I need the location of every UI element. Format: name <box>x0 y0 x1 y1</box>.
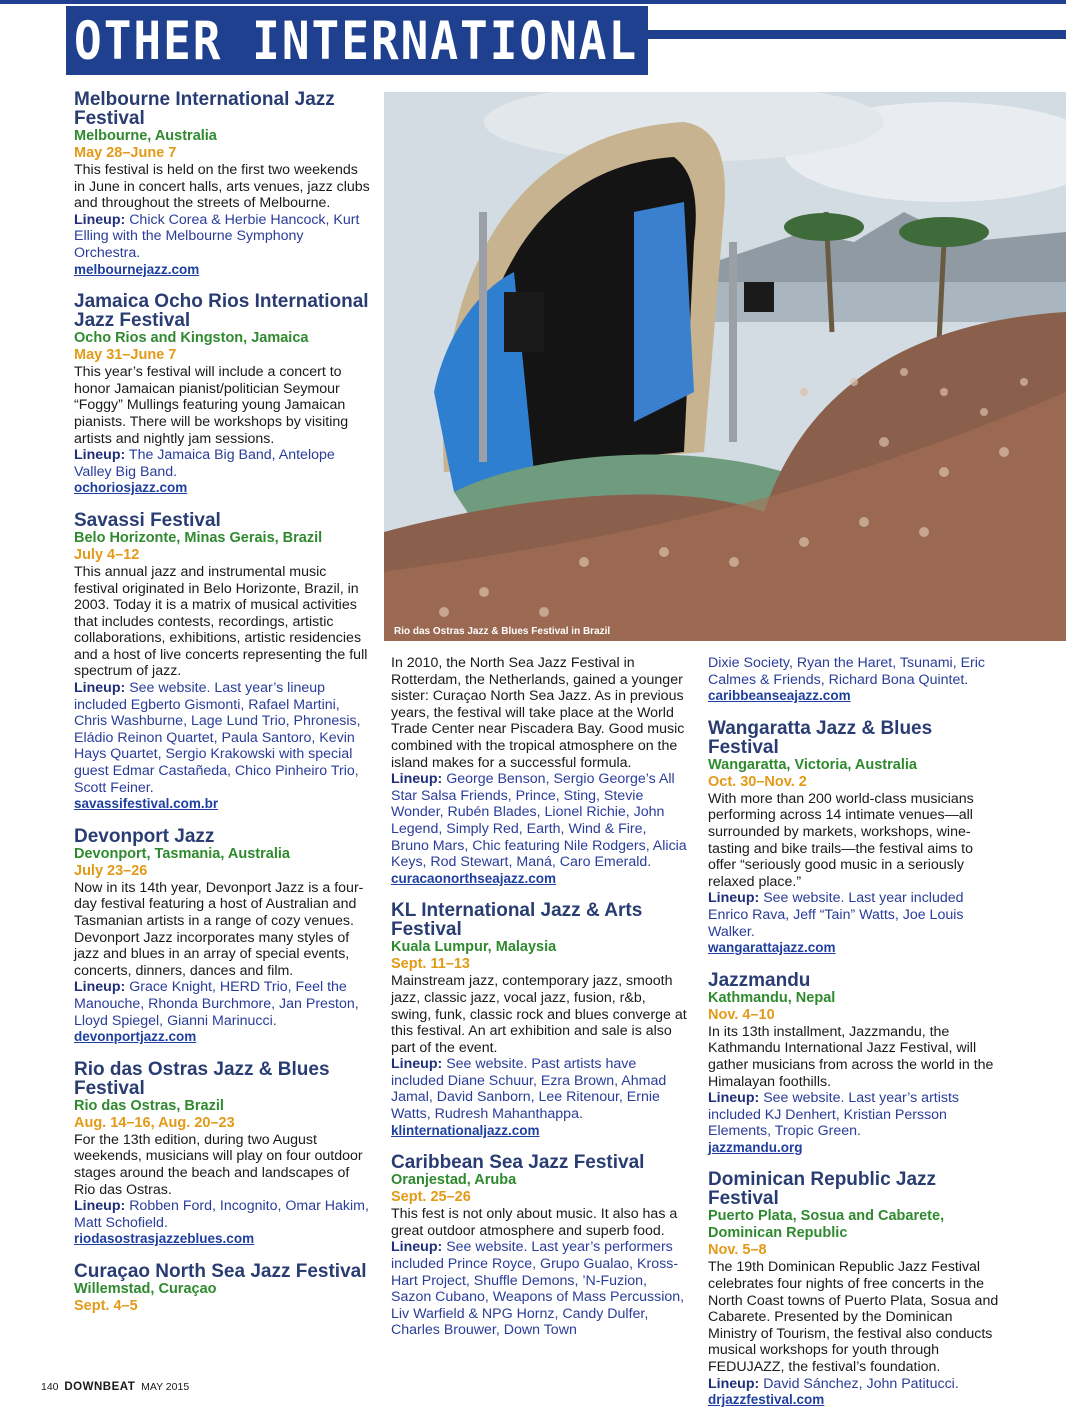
section-header <box>0 0 1066 72</box>
festival-description: For the 13th edition, during two August weekends, musicians will play on four outdoor stages around the beach and landscapes of Rio das Ostras. <box>74 1131 363 1198</box>
lineup-text: David Sánchez, John Patitucci. <box>763 1375 959 1392</box>
festival-lineup <box>74 212 370 262</box>
lineup-label: Lineup: <box>391 771 443 788</box>
lineup-label: Lineup: <box>708 890 760 907</box>
festival-location: Puerto Plata, Sosua and Cabarete, Dominican Republic <box>708 1208 945 1242</box>
festival-lineup <box>391 771 688 871</box>
lineup-text: Robben Ford, Incognito, Omar Hakim, Matt Schofield. <box>74 1198 369 1231</box>
festival-link[interactable]: melbournejazz.com <box>74 261 200 277</box>
festival-lineup <box>708 1090 1001 1140</box>
festival-entry <box>74 1060 370 1248</box>
lineup-text: Chick Corea & Herbie Hancock, Kurt Elling with the Melbourne Symphony Orchestra. <box>74 211 360 261</box>
festival-dates: Oct. 30–Nov. 2 <box>708 773 807 790</box>
festival-link[interactable]: wangarattajazz.com <box>708 940 836 956</box>
photo-caption: Rio das Ostras Jazz & Blues Festival in Brazil <box>394 626 611 637</box>
festival-name: Devonport Jazz <box>74 825 215 847</box>
festival-link[interactable]: jazzmandu.org <box>708 1139 803 1155</box>
festival-list <box>391 901 688 1339</box>
festival-link[interactable]: drjazzfestival.com <box>708 1392 825 1408</box>
festival-location: Willemstad, Curaçao <box>74 1280 217 1297</box>
lineup-label: Lineup: <box>391 1056 443 1073</box>
lineup-text: See website. Last year’s lineup included Egberto Gismonti, Rafael Martini, Chris Washburne, Lage Lund Trio, Phronesis, Eládio Reinon Quartet, Paula Santoro, Kevin Hays Quartet, Sergio Krakowski with special guest Edmar Castañeda, Chico Pinheiro Trio, Scott Feiner. <box>74 680 361 796</box>
festival-lineup <box>391 1056 688 1122</box>
festival-entry <box>391 1153 688 1339</box>
stage-illustration <box>384 92 1066 641</box>
festival-lineup <box>74 680 370 796</box>
lineup-label: Lineup: <box>74 1198 126 1215</box>
page-number: 140 <box>41 1381 59 1393</box>
festival-entry <box>74 827 370 1046</box>
festival-description: In 2010, the North Sea Jazz Festival in Rotterdam, the Netherlands, gained a younger sister: Curaçao North Sea Jazz. As in previous years, the festival will take place at the World Trade Center near Piscadera Bay. Good music combined with the tropical atmosphere on the island makes for a successful formula. <box>391 655 685 771</box>
lineup-text: The Jamaica Big Band, Antelope Valley Big Band. <box>74 447 335 480</box>
festival-description: This year’s festival will include a concert to honor Jamaican pianist/politician Seymour “Foggy” Mullings featuring young Jamaican pianists. There will be workshops by visiting artists and nightly jam sessions. <box>74 364 349 447</box>
festival-list <box>708 719 1001 1409</box>
column-3 <box>708 655 1001 1423</box>
festival-name: Melbourne International Jazz Festival <box>74 89 335 129</box>
festival-name: Wangaratta Jazz & Blues Festival <box>708 717 933 758</box>
festival-continuation <box>708 655 1001 705</box>
festival-lineup: Dixie Society, Ryan the Haret, Tsunami, Eric Calmes & Friends, Richard Bona Quintet. <box>708 655 986 688</box>
festival-dates: Nov. 4–10 <box>708 1006 775 1023</box>
lineup-label: Lineup: <box>74 680 126 697</box>
festival-description: Now in its 14th year, Devonport Jazz is a four-day festival featuring a host of Australian and Tasmanian artists in a range of cozy venues. Devonport Jazz incorporates many styles of jazz and blues in an array of special events, concerts, dinners, dances and film. <box>74 879 364 979</box>
magazine-name: DOWNBEAT <box>64 1381 136 1393</box>
festival-entry <box>74 90 370 278</box>
page-footer <box>41 1381 189 1393</box>
lineup-label: Lineup: <box>74 211 126 228</box>
festival-name: Jazzmandu <box>708 969 811 991</box>
festival-location: Oranjestad, Aruba <box>391 1172 517 1189</box>
festival-lineup <box>708 890 1001 940</box>
festival-location: Kathmandu, Nepal <box>708 989 836 1006</box>
festival-continuation <box>391 655 688 887</box>
festival-link[interactable]: savassifestival.com.br <box>74 796 219 812</box>
festival-dates: Sept. 4–5 <box>74 1297 138 1314</box>
festival-lineup <box>74 447 370 480</box>
lineup-text: See website. Past artists have included Diane Schuur, Ezra Brown, Ahmad Jamal, David Sanborn, Lee Ritenour, Ernie Watts, Rudresh Mahanthappa. <box>391 1056 667 1123</box>
festival-entry <box>708 719 1001 957</box>
festival-location: Melbourne, Australia <box>74 128 217 144</box>
festival-entry <box>708 971 1001 1157</box>
festival-lineup <box>74 979 370 1029</box>
festival-dates: July 4–12 <box>74 546 140 563</box>
festival-description: This annual jazz and instrumental music festival originated in Belo Horizonte, Brazil, in 2003. Today it is a matrix of musical activities that includes contests, recordings, artistic collaborations, exhibitions, artistic residencies and a host of live concerts representing the full spectrum of jazz. <box>74 563 368 680</box>
festival-dates: May 31–June 7 <box>74 347 177 364</box>
festival-location: Ocho Rios and Kingston, Jamaica <box>74 330 309 347</box>
festival-description: The 19th Dominican Republic Jazz Festival celebrates four nights of free concerts in the North Coast towns of Puerto Plata, Sosua and Cabarete. Presented by the Dominican Ministry of Tourism, the festival also conducts musical workshops for youth through FEDUJAZZ, the festival’s foundation. <box>708 1259 999 1376</box>
festival-link[interactable]: riodasostrasjazzeblues.com <box>74 1231 255 1247</box>
lineup-label: Lineup: <box>708 1375 760 1392</box>
festival-location: Rio das Ostras, Brazil <box>74 1097 224 1114</box>
festival-lineup <box>74 1198 370 1231</box>
festival-dates: July 23–26 <box>74 862 148 879</box>
lineup-label: Lineup: <box>708 1090 760 1107</box>
festival-description: This fest is not only about music. It also has a great outdoor atmosphere and superb food. <box>391 1206 678 1239</box>
header-stripe <box>0 0 1066 4</box>
section-title: OTHER INTERNATIONAL <box>66 6 648 75</box>
festival-dates: Nov. 5–8 <box>708 1242 767 1259</box>
lineup-text: Grace Knight, HERD Trio, Feel the Manouche, Rhonda Burchmore, Jan Preston, Lloyd Spiegel, Gianni Marinucci. <box>74 979 359 1029</box>
festival-photo <box>384 92 1066 641</box>
festival-name: Rio das Ostras Jazz & Blues Festival <box>74 1058 330 1099</box>
lineup-text: See website. Last year’s artists included KJ Denhert, Kristian Persson Elements, Tropic Green. <box>708 1090 960 1140</box>
festival-name: Dominican Republic Jazz Festival <box>708 1169 937 1210</box>
column-2 <box>391 655 688 1353</box>
festival-name: Curaçao North Sea Jazz Festival <box>74 1260 367 1282</box>
festival-lineup <box>391 1239 688 1339</box>
lineup-text: See website. Last year included Enrico Rava, Jeff “Tain” Watts, Joe Louis Walker. <box>708 890 964 940</box>
festival-name: Jamaica Ocho Rios International Jazz Festival <box>74 291 369 332</box>
festival-entry <box>708 1170 1001 1408</box>
lineup-label: Lineup: <box>74 979 126 996</box>
festival-entry <box>74 1262 370 1315</box>
festival-dates: May 28–June 7 <box>74 145 177 161</box>
lineup-label: Lineup: <box>74 447 126 464</box>
festival-name: KL International Jazz & Arts Festival <box>391 900 643 941</box>
festival-description: Mainstream jazz, contemporary jazz, smooth jazz, classic jazz, vocal jazz, fusion, r&b, swing, funk, classic rock and blues converge at this festival. An art exhibition and sale is also part of the event. <box>391 973 687 1056</box>
festival-description: With more than 200 world-class musicians performing across 14 intimate venues—all surrounded by markets, workshops, wine-tasting and bike trails—the festival aims to offer “seriously good music in a seriously relaxed place.” <box>708 790 974 890</box>
festival-location: Devonport, Tasmania, Australia <box>74 845 290 862</box>
festival-link[interactable]: caribbeanseajazz.com <box>708 688 851 704</box>
column-1 <box>74 90 370 1329</box>
festival-link[interactable]: curacaonorthseajazz.com <box>391 870 557 886</box>
festival-description: In its 13th installment, Jazzmandu, the Kathmandu International Jazz Festival, will gather musicians from across the world in the Himalayan foothills. <box>708 1023 994 1090</box>
festival-link[interactable]: ochoriosjazz.com <box>74 480 188 496</box>
festival-location: Wangaratta, Victoria, Australia <box>708 756 917 773</box>
lineup-text: George Benson, Sergio George’s All Star Salsa Friends, Prince, Sting, Stevie Wonder, Rubén Blades, Lionel Richie, John Legend, Simply Red, Earth, Wind & Fire, Bruno Mars, Chic featuring Nile Rodgers, Alicia Keys, Rod Stewart, Maná, Caro Emerald. <box>391 771 687 871</box>
festival-name: Caribbean Sea Jazz Festival <box>391 1152 645 1174</box>
festival-link[interactable]: devonportjazz.com <box>74 1029 197 1045</box>
festival-entry <box>391 901 688 1139</box>
festival-dates: Sept. 25–26 <box>391 1189 471 1206</box>
festival-location: Kuala Lumpur, Malaysia <box>391 939 557 956</box>
festival-name: Savassi Festival <box>74 509 221 531</box>
lineup-text: See website. Last year’s performers included Prince Royce, Grupo Gualao, Kross-Hart Project, Shuffle Demons, ’N-Fuzion, Sazon Cubano, Weapons of Mass Percussion, Liv Warfield & NPG Hornz, Candy Dulfer, Charles Brouwer, Down Town <box>391 1239 685 1339</box>
lineup-label: Lineup: <box>391 1239 443 1256</box>
festival-dates: Aug. 14–16, Aug. 20–23 <box>74 1114 235 1131</box>
festival-entry <box>74 292 370 497</box>
festival-entry <box>74 511 370 813</box>
issue-date: MAY 2015 <box>141 1381 190 1393</box>
festival-description: This festival is held on the first two weekends in June in concert halls, arts venues, jazz clubs and throughout the streets of Melbourne. <box>74 162 370 212</box>
festival-location: Belo Horizonte, Minas Gerais, Brazil <box>74 529 323 546</box>
festival-lineup <box>708 1376 1001 1393</box>
festival-link[interactable]: klinternationaljazz.com <box>391 1122 540 1138</box>
festival-dates: Sept. 11–13 <box>391 956 470 973</box>
